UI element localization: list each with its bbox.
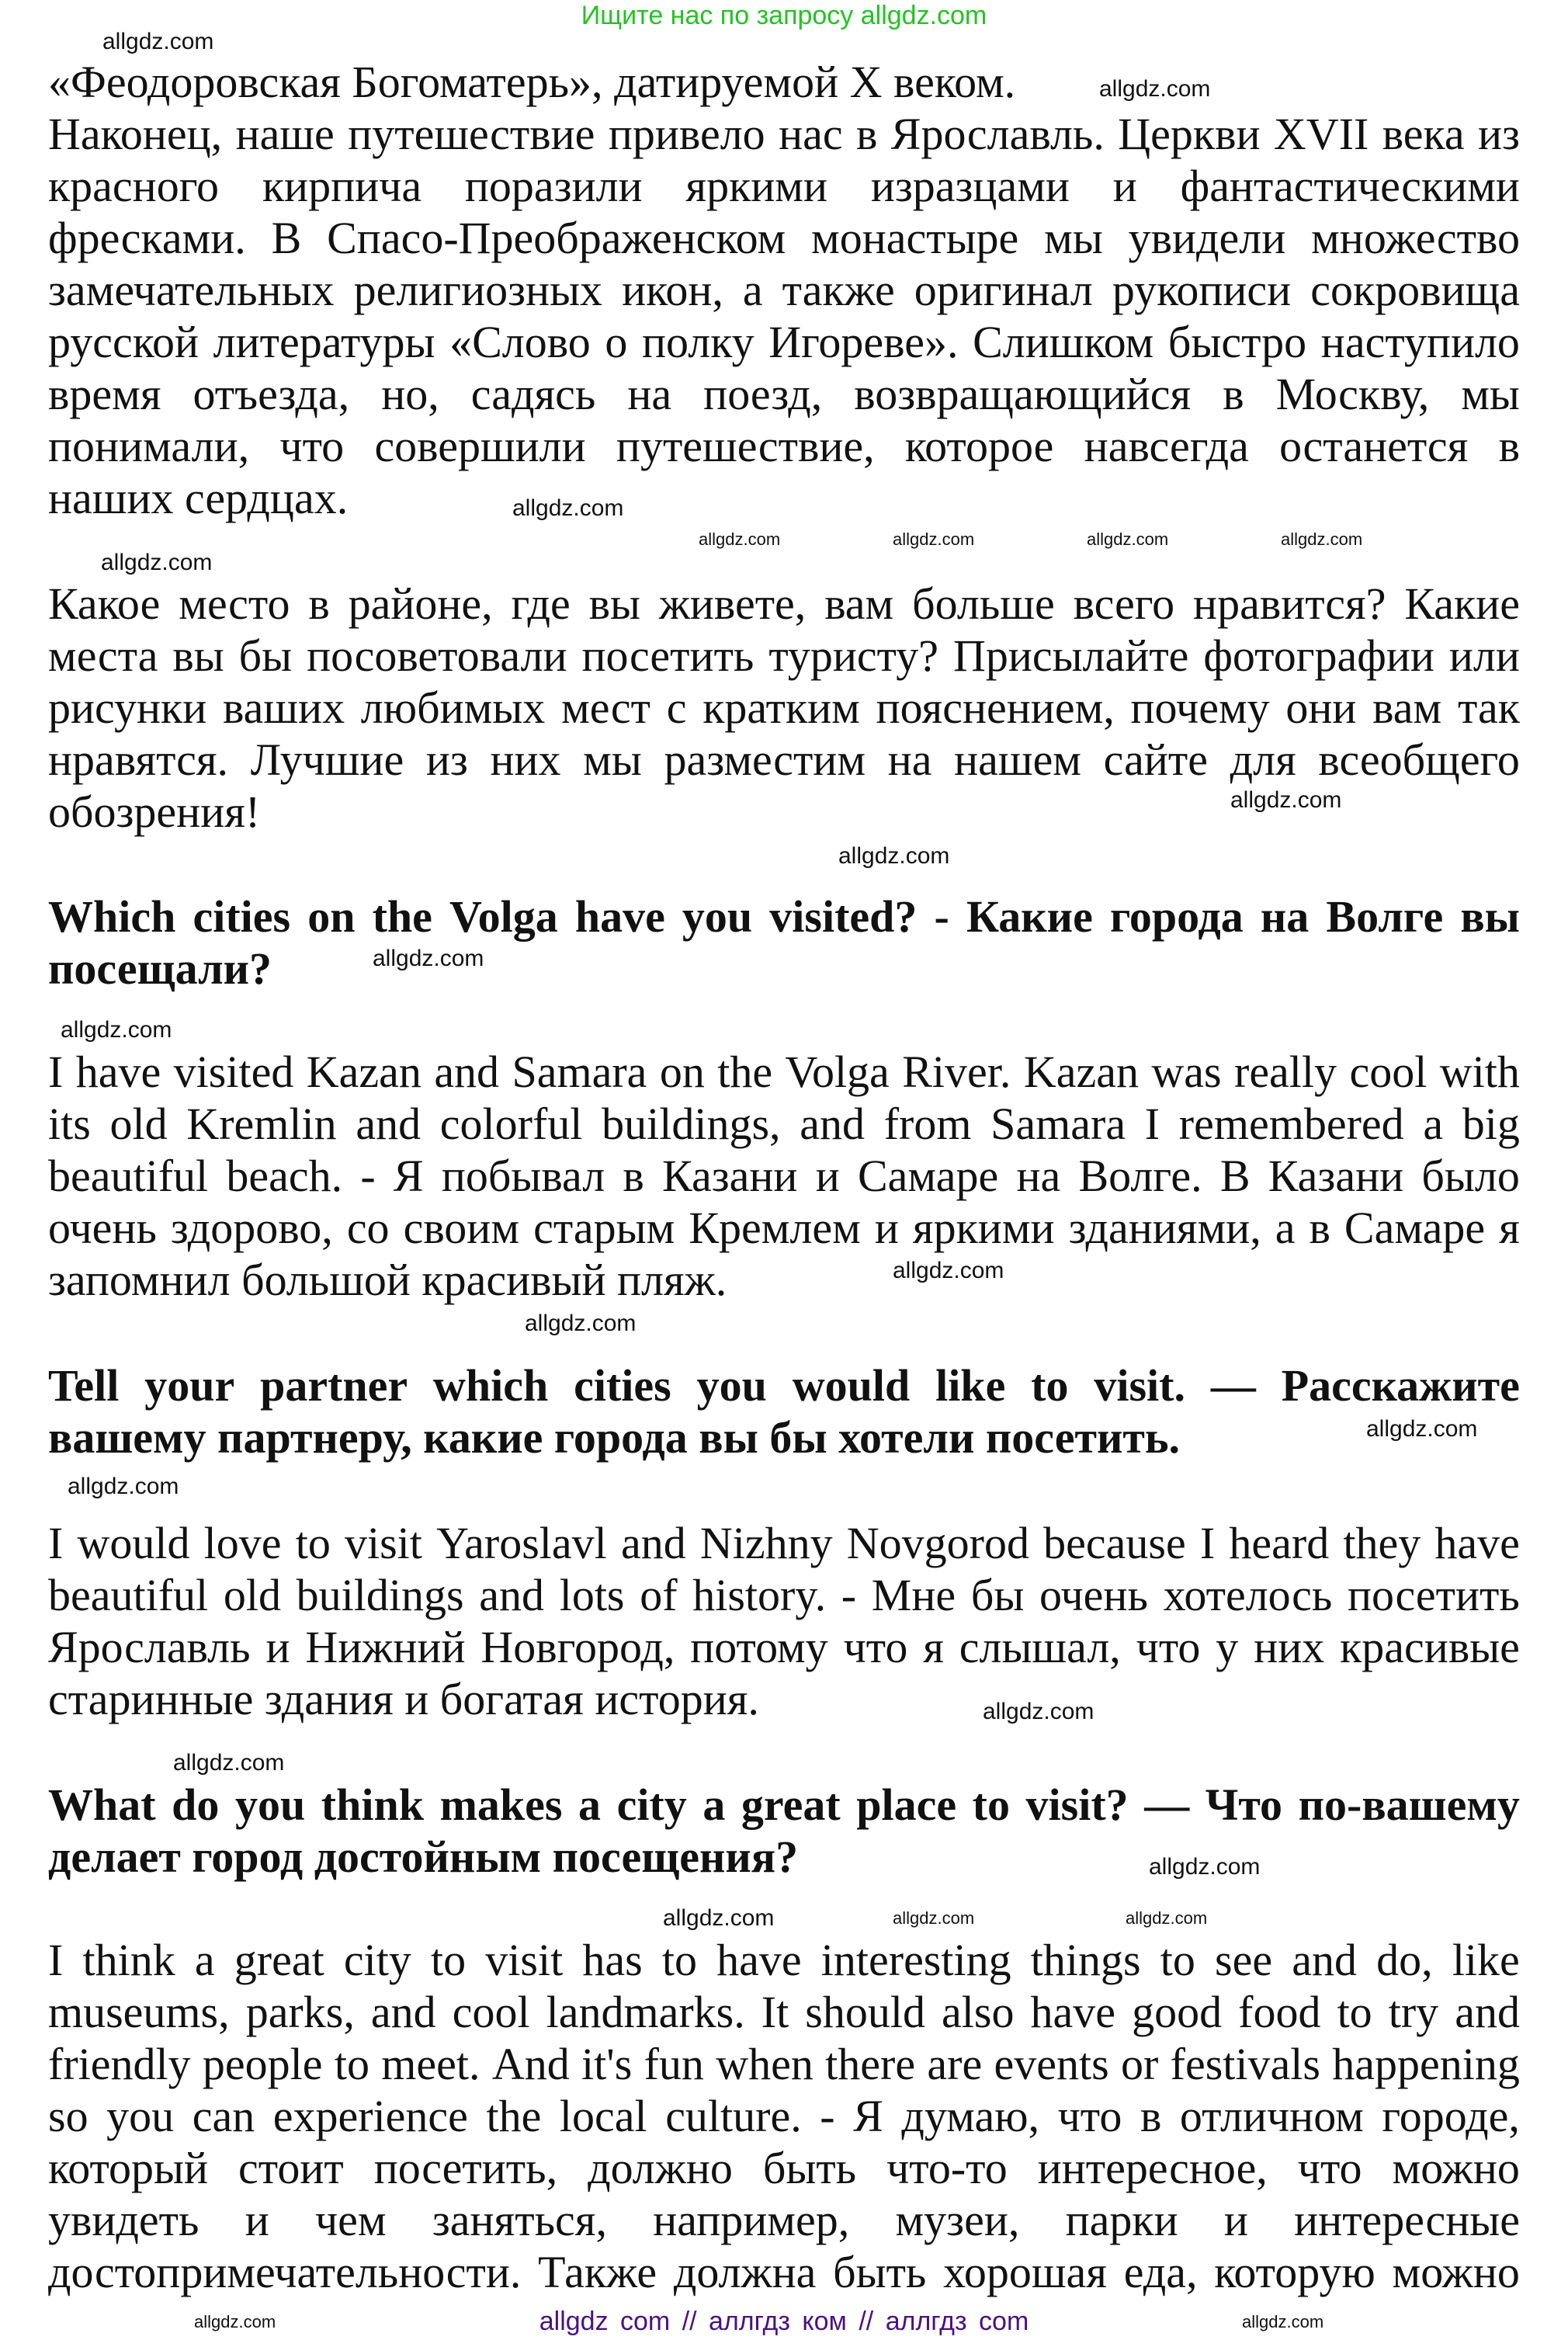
- watermark: allgdz.com: [838, 843, 950, 869]
- text-line: нравятся. Лучшие из них мы разместим на нашем сайте для всеобщего: [48, 734, 1520, 785]
- text-line: места вы бы посоветовали посетить туристу? Присылайте фотографии или: [48, 630, 1520, 681]
- watermark: allgdz.com: [373, 946, 484, 971]
- watermark: allgdz.com: [1126, 1908, 1208, 1928]
- paragraph: [48, 1517, 1520, 1725]
- text-line: Ярославль и Нижний Новгород, потому что я слышал, что у них красивые: [48, 1622, 1520, 1672]
- watermark: allgdz.com: [983, 1699, 1094, 1724]
- watermark: allgdz.com: [194, 2312, 276, 2331]
- text-line: фресками. В Спасо-Преображенском монастыре мы увидели множество: [48, 213, 1520, 263]
- text-line: делает город достойным посещения?: [48, 1831, 799, 1882]
- text-line: beautiful beach. - Я побывал в Казани и Самаре на Волге. В Казани было: [48, 1151, 1520, 1201]
- text-line: который стоит посетить, должно быть что-то интересное, что можно: [48, 2143, 1520, 2193]
- watermark: allgdz.com: [699, 529, 781, 549]
- text-line: понимали, что совершили путешествие, которое навсегда останется в: [48, 421, 1520, 471]
- watermark: allgdz.com: [663, 1905, 775, 1931]
- watermark: allgdz.com: [525, 1311, 637, 1336]
- watermark: allgdz.com: [1099, 76, 1211, 102]
- text-line: очень здорово, со своим старым Кремлем и яркими зданиями, а в Самаре я: [48, 1203, 1520, 1253]
- text-line: вашему партнеру, какие города вы бы хотели посетить.: [48, 1412, 1181, 1463]
- text-line: обозрения!: [48, 786, 261, 837]
- footer-links: allgdz com // аллгдз ком // аллгдз com: [539, 2307, 1029, 2336]
- watermark: allgdz.com: [61, 1017, 172, 1043]
- text-line: museums, parks, and cool landmarks. It should also have good food to try and: [48, 1987, 1520, 2037]
- text-line: запомнил большой красивый пляж.: [48, 1255, 727, 1305]
- text-line: beautiful old buildings and lots of history. - Мне бы очень хотелось посетить: [48, 1570, 1520, 1620]
- text-line: Tell your partner which cities you would like to visit. — Расскажите: [48, 1360, 1520, 1411]
- text-line: its old Kremlin and colorful buildings, and from Samara I remembered a big: [48, 1099, 1520, 1149]
- text-line: красного кирпича поразили яркими изразцами и фантастическими: [48, 161, 1520, 211]
- text-line: старинные здания и богатая история.: [48, 1674, 759, 1724]
- paragraph: [48, 1934, 1520, 2298]
- question-heading: [48, 1359, 1520, 1463]
- search-banner: Ищите нас по запросу allgdz.com: [581, 1, 987, 30]
- watermark: allgdz.com: [512, 495, 624, 521]
- watermark: allgdz.com: [101, 550, 213, 575]
- text-line: замечательных религиозных икон, а также оригинал рукописи сокровища: [48, 265, 1520, 315]
- text-line: наших сердцах.: [48, 473, 349, 523]
- paragraph: [48, 1046, 1520, 1306]
- watermark: allgdz.com: [1149, 1854, 1261, 1880]
- text-line: What do you think makes a city a great place to visit? — Что по-вашему: [48, 1779, 1520, 1830]
- text-line: Which cities on the Volga have you visited? - Какие города на Волге вы: [48, 891, 1520, 942]
- watermark: allgdz.com: [1242, 2312, 1324, 2331]
- text-line: русской литературы «Слово о полку Игореве». Слишком быстро наступило: [48, 317, 1520, 367]
- paragraph: [48, 56, 1520, 524]
- question-heading: [48, 1779, 1520, 1883]
- text-line: so you can experience the local culture. - Я думаю, что в отличном городе,: [48, 2091, 1520, 2141]
- text-line: friendly people to meet. And it's fun when there are events or festivals happening: [48, 2039, 1520, 2089]
- watermark: allgdz.com: [893, 529, 975, 549]
- text-line: время отъезда, но, садясь на поезд, возвращающийся в Москву, мы: [48, 369, 1520, 419]
- watermark: allgdz.com: [1087, 529, 1169, 549]
- watermark: allgdz.com: [1366, 1416, 1478, 1442]
- watermark: allgdz.com: [68, 1474, 179, 1499]
- watermark: allgdz.com: [173, 1750, 285, 1776]
- text-line: посещали?: [48, 943, 272, 994]
- text-line: «Феодоровская Богоматерь», датируемой X веком.: [48, 57, 1016, 107]
- text-line: I would love to visit Yaroslavl and Nizhny Novgorod because I heard they have: [48, 1518, 1520, 1568]
- watermark: allgdz.com: [893, 1908, 975, 1928]
- question-heading: [48, 891, 1520, 995]
- text-line: I think a great city to visit has to have interesting things to see and do, like: [48, 1935, 1520, 1985]
- text-line: Наконец, наше путешествие привело нас в Ярославль. Церкви XVII века из: [48, 109, 1520, 159]
- watermark: allgdz.com: [102, 29, 214, 54]
- text-line: увидеть и чем заняться, например, музеи, парки и интересные: [48, 2195, 1520, 2245]
- watermark: allgdz.com: [893, 1258, 1004, 1283]
- text-line: достопримечательности. Также должна быть хорошая еда, которую можно: [48, 2247, 1520, 2297]
- watermark: allgdz.com: [1281, 529, 1363, 549]
- text-line: Какое место в районе, где вы живете, вам больше всего нравится? Какие: [48, 578, 1520, 629]
- watermark: allgdz.com: [1230, 787, 1342, 813]
- text-line: I have visited Kazan and Samara on the Volga River. Kazan was really cool with: [48, 1047, 1520, 1097]
- text-line: рисунки ваших любимых мест с кратким пояснением, почему они вам так: [48, 682, 1520, 733]
